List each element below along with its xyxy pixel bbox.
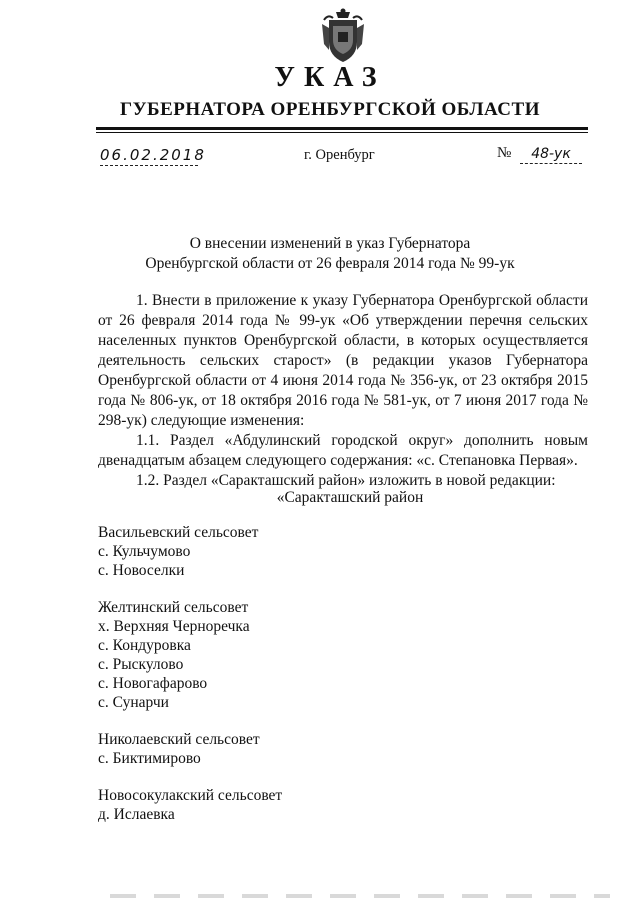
section-heading: «Саракташский район bbox=[276, 489, 424, 506]
decree-title: УКАЗ bbox=[274, 62, 386, 93]
settlement: с. Новогафарово bbox=[98, 675, 208, 692]
settlement: с. Кульчумово bbox=[98, 543, 191, 560]
subject-line-2: Оренбургской области от 26 февраля 2014 года № 99-ук bbox=[145, 255, 515, 272]
coat-of-arms-emblem bbox=[318, 8, 368, 66]
council-name: Васильевский сельсовет bbox=[98, 524, 259, 541]
decree-number-label: № bbox=[497, 145, 512, 161]
subject-line-1: О внесении изменений в указ Губернатора bbox=[189, 235, 471, 252]
settlement: с. Биктимирово bbox=[98, 750, 201, 767]
council-name: Желтинский сельсовет bbox=[98, 599, 249, 616]
decree-city: г. Оренбург bbox=[304, 147, 375, 163]
decree-issuer: ГУБЕРНАТОРА ОРЕНБУРГСКОЙ ОБЛАСТИ bbox=[120, 99, 540, 120]
paragraph-1: 1. Внести в приложение к указу Губернатора Оренбургской области от 26 февраля 2014 года № 99-ук «Об утверждении перечня сельских населенных пунктов Оренбургской области, в которых осуществляется деятельность сельских старост» (в редакции указов Губернатора Оренбургской области от 4 июня 2014 года № 356-ук, от 23 октября 2015 года № 806-ук, от 18 октября 2016 года № 581-ук, от 7 июня 2017 года № 298-ук) следующие изменения: bbox=[98, 292, 588, 429]
council-block bbox=[98, 730, 578, 768]
paragraph-1-1: 1.1. Раздел «Абдулинский городской округ» дополнить новым двенадцатым абзацем следующего содержания: «с. Степановка Первая». bbox=[98, 432, 588, 469]
settlement: с. Рыскулово bbox=[98, 656, 184, 673]
council-name: Николаевский сельсовет bbox=[98, 731, 260, 748]
decree-body bbox=[98, 291, 588, 491]
settlement: с. Новоселки bbox=[98, 562, 185, 579]
settlement: д. Ислаевка bbox=[98, 806, 175, 823]
council-name: Новосокулакский сельсовет bbox=[98, 787, 283, 804]
decree-subject bbox=[0, 234, 640, 274]
council-block bbox=[98, 598, 578, 712]
settlement: с. Сунарчи bbox=[98, 694, 169, 711]
bleed-through-text bbox=[110, 894, 610, 898]
header-divider-thin bbox=[96, 132, 588, 133]
settlement: с. Кондуровка bbox=[98, 637, 191, 654]
decree-number: 48-ук bbox=[520, 146, 582, 164]
header-divider-thick bbox=[96, 127, 588, 130]
paragraph-1-2: 1.2. Раздел «Саракташский район» изложить в новой редакции: bbox=[136, 472, 556, 489]
council-block bbox=[98, 786, 578, 824]
decree-date: 06.02.2018 bbox=[100, 146, 206, 164]
settlement: х. Верхняя Черноречка bbox=[98, 618, 250, 635]
council-list bbox=[98, 523, 578, 842]
council-block bbox=[98, 523, 578, 580]
